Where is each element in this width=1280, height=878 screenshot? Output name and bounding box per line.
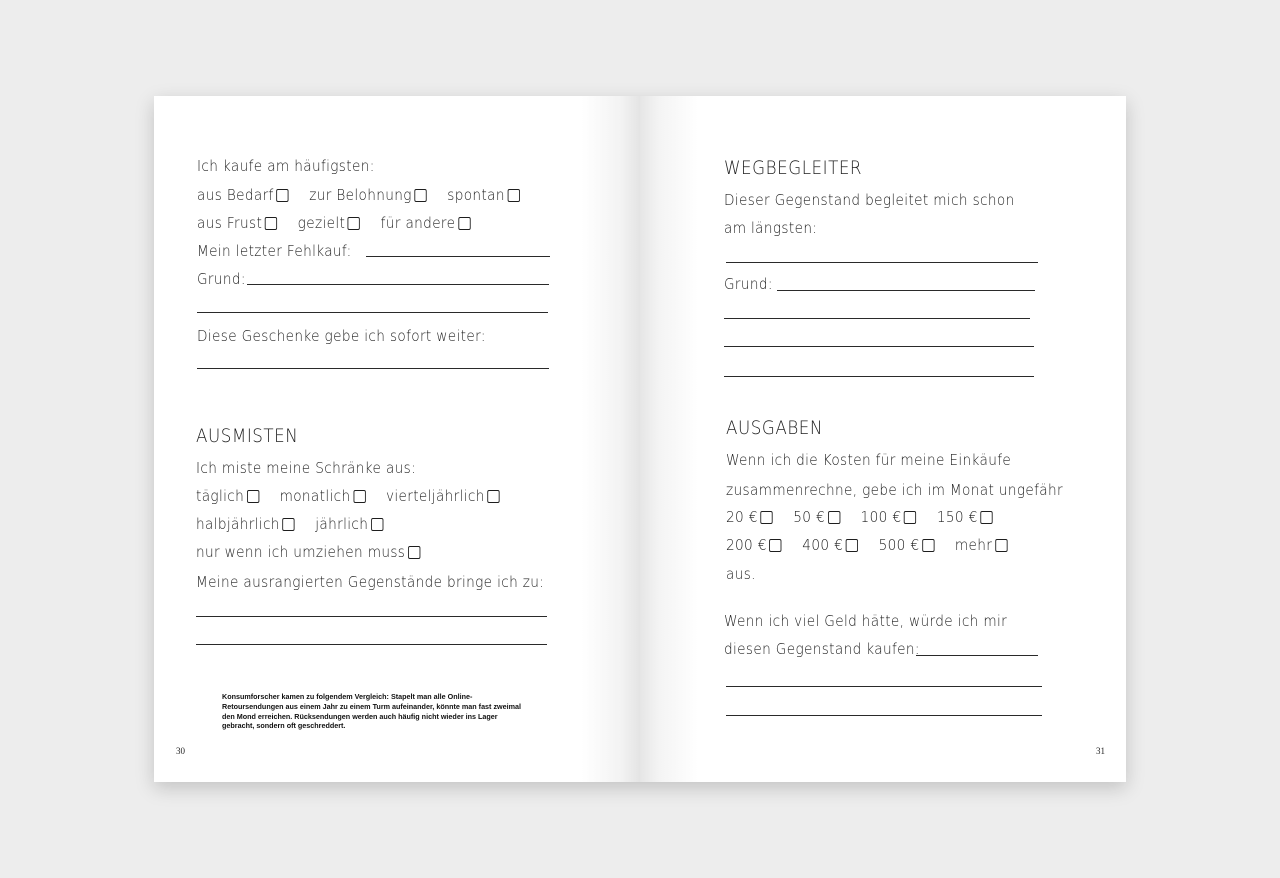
answer-line[interactable] [724, 346, 1034, 347]
checkbox[interactable] [353, 490, 365, 503]
wish-text-line-1: Wenn ich viel Geld hätte, würde ich mir [724, 612, 1008, 630]
option-label: vierteljährlich [385, 487, 485, 505]
right-page [640, 96, 1126, 782]
option-label: nur wenn ich umziehen muss [196, 543, 406, 561]
page-number: 31 [1096, 746, 1105, 756]
answer-line[interactable] [247, 284, 549, 285]
last-bad-buy-label: Mein letzter Fehlkauf: [197, 242, 352, 260]
answer-line[interactable] [726, 715, 1042, 716]
answer-line[interactable] [197, 368, 549, 369]
amount-label: 20 € [726, 508, 758, 526]
page-number: 30 [176, 746, 185, 756]
checkbox[interactable] [760, 511, 772, 524]
option-label: täglich [196, 487, 245, 505]
option-label: gezielt [297, 214, 346, 232]
checkbox[interactable] [348, 217, 360, 230]
expenses-text-line-2: zusammenrechne, gebe ich im Monat ungefähr [726, 481, 1063, 499]
option-label: monatlich [279, 487, 351, 505]
amount-label: 50 € [793, 508, 826, 526]
wish-text-line-2: diesen Gegenstand kaufen: [724, 640, 920, 658]
declutter-options-row-2 [196, 514, 383, 534]
expenses-text-line-1: Wenn ich die Kosten für meine Einkäufe [726, 451, 1012, 469]
answer-line[interactable] [724, 318, 1030, 319]
gifts-label: Diese Geschenke gebe ich sofort weiter: [197, 327, 486, 345]
declutter-title: AUSMISTEN [196, 425, 299, 447]
option-label: aus Frust [197, 214, 263, 232]
option-label: aus Bedarf [197, 186, 274, 204]
companion-text-line-2: am längsten: [724, 219, 818, 237]
declutter-question: Ich miste meine Schränke aus: [196, 459, 417, 477]
answer-line[interactable] [726, 262, 1038, 263]
checkbox[interactable] [265, 217, 277, 230]
answer-line[interactable] [196, 644, 547, 645]
amount-label: 100 € [860, 508, 902, 526]
amount-label: 150 € [936, 508, 978, 526]
checkbox[interactable] [980, 511, 992, 524]
reason-label: Grund: [197, 270, 246, 288]
option-label: jährlich [315, 515, 369, 533]
answer-line[interactable] [196, 616, 547, 617]
answer-line[interactable] [916, 655, 1038, 656]
answer-line[interactable] [726, 686, 1042, 687]
companion-text-line-1: Dieser Gegenstand begleitet mich schon [724, 191, 1015, 209]
shopping-heading: Ich kaufe am häufigsten: [197, 157, 375, 175]
expenses-title: AUSGABEN [726, 417, 823, 439]
checkbox[interactable] [247, 490, 259, 503]
shopping-options-row-1 [197, 185, 520, 205]
option-label: spontan [447, 186, 505, 204]
expenses-text-end: aus. [726, 565, 756, 583]
checkbox[interactable] [922, 539, 934, 552]
amount-label: 200 € [726, 536, 767, 554]
declutter-options-row-1 [196, 486, 500, 506]
amount-label: 400 € [802, 536, 844, 554]
answer-line[interactable] [777, 290, 1035, 291]
left-page [154, 96, 640, 782]
open-book [154, 96, 1126, 782]
companion-title: WEGBEGLEITER [724, 157, 863, 179]
checkbox[interactable] [282, 518, 294, 531]
amount-label: mehr [954, 536, 993, 554]
checkbox[interactable] [828, 511, 840, 524]
amount-label: 500 € [878, 536, 920, 554]
checkbox[interactable] [904, 511, 916, 524]
declutter-options-row-3 [196, 542, 420, 562]
amount-options-row-2 [726, 535, 1007, 555]
checkbox[interactable] [507, 189, 519, 202]
answer-line[interactable] [724, 376, 1034, 377]
option-label: halbjährlich [196, 515, 280, 533]
option-label: zur Belohnung [309, 186, 412, 204]
checkbox[interactable] [408, 546, 420, 559]
option-label: für andere [380, 214, 456, 232]
answer-line[interactable] [366, 256, 550, 257]
discarded-items-label: Meine ausrangierten Gegenstände bringe ich zu: [196, 573, 545, 591]
footnote: Konsumforscher kamen zu folgendem Vergleich: Stapelt man alle Online-Retoursendungen aus einem Jahr zu einem Turm aufeinander, könnte man fast zweimal den Mond erreichen. Rücksendungen werden auch häufig nicht wieder ins Lager gebracht, sondern oft geschreddert. [222, 692, 522, 731]
checkbox[interactable] [414, 189, 426, 202]
amount-options-row-1 [726, 507, 993, 527]
answer-line[interactable] [197, 312, 548, 313]
shopping-options-row-2 [197, 213, 470, 233]
checkbox[interactable] [487, 490, 499, 503]
checkbox[interactable] [995, 539, 1007, 552]
checkbox[interactable] [276, 189, 288, 202]
checkbox[interactable] [846, 539, 858, 552]
checkbox[interactable] [458, 217, 470, 230]
reason-label: Grund: [724, 275, 773, 293]
checkbox[interactable] [371, 518, 383, 531]
checkbox[interactable] [769, 539, 781, 552]
